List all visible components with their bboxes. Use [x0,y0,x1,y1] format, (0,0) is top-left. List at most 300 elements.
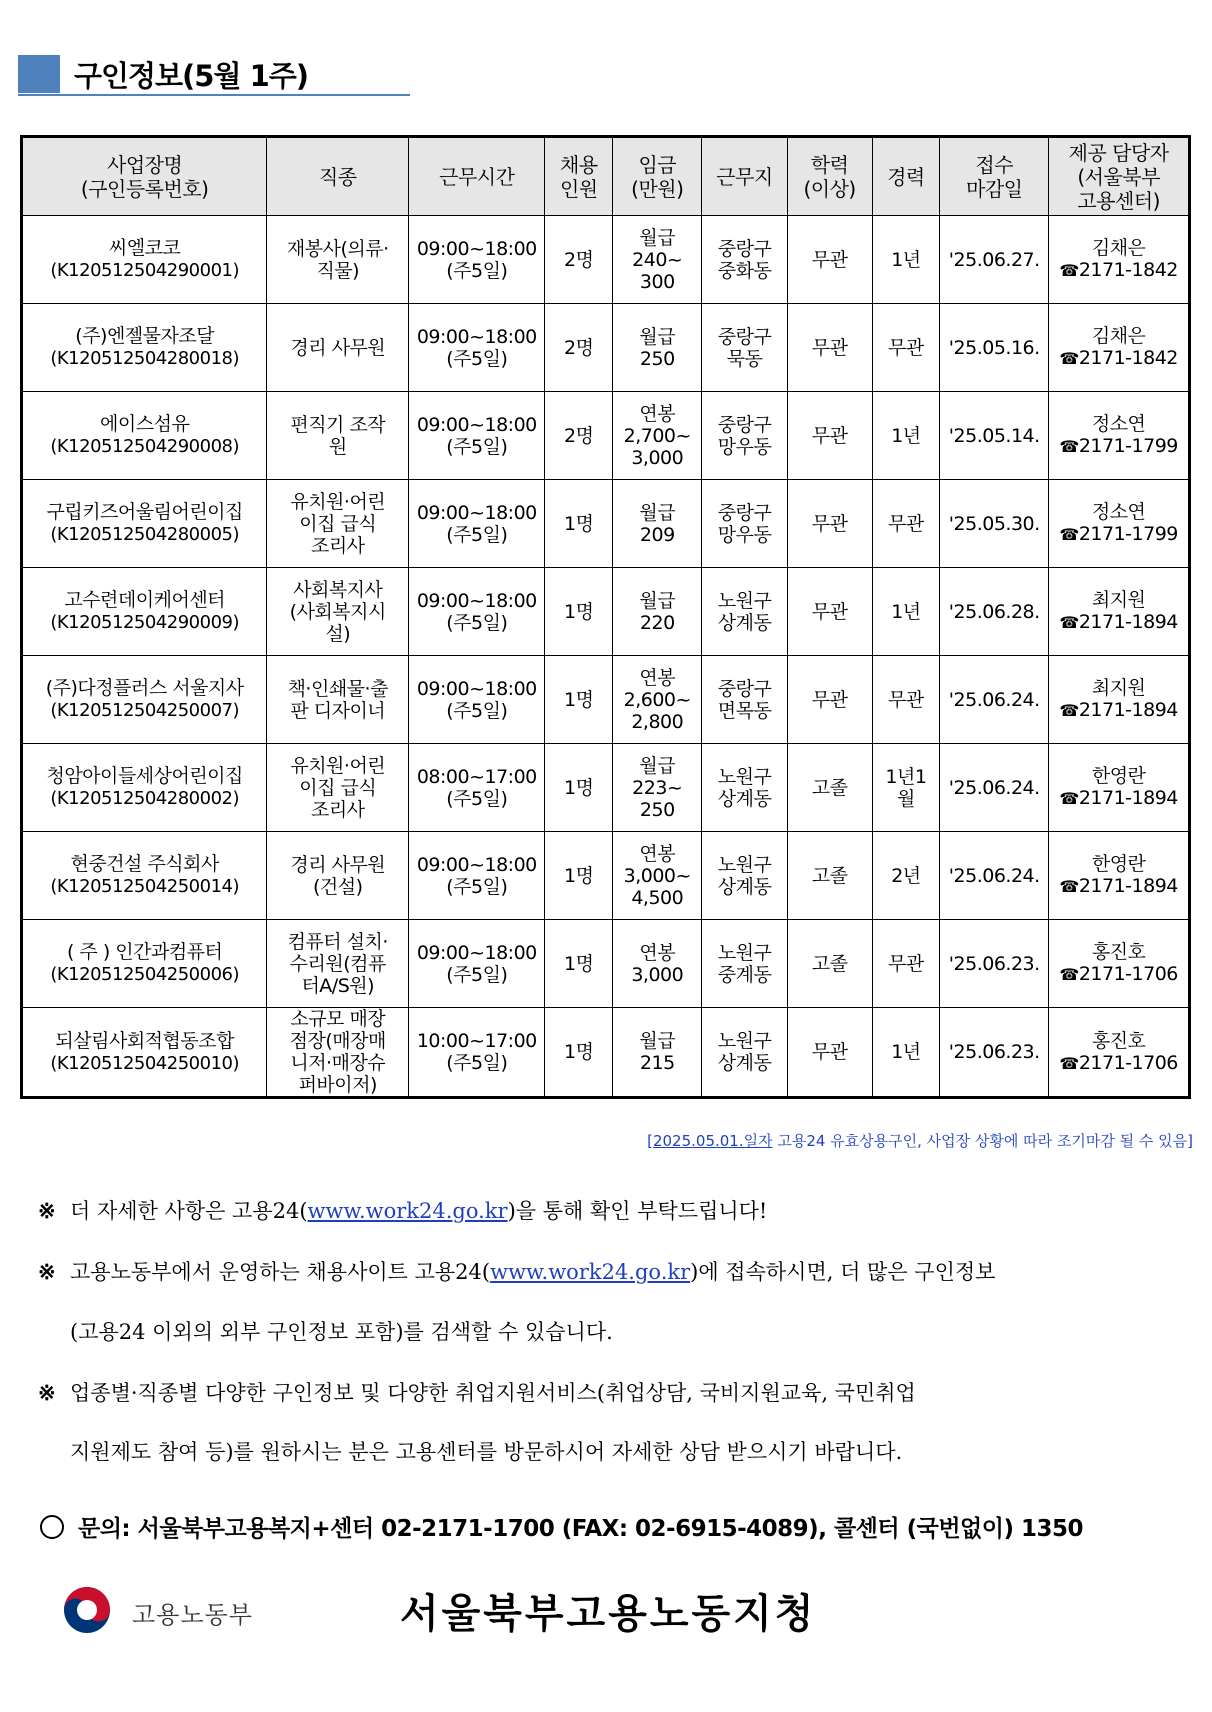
cell-line: 1년 [891,600,921,623]
deadline-cell [940,304,1049,392]
phone-number: 2171-1894 [1078,787,1178,809]
cell-line: 조리사 [310,534,365,557]
table-header-row [22,137,1190,216]
company-cell [22,480,267,568]
career-cell [872,568,940,656]
phone-number: 2171-1894 [1078,875,1178,897]
work-days: (주5일) [446,699,508,722]
work-days: (주5일) [446,611,508,634]
cell-line: 월급 [639,501,676,524]
cell-line: 수리원(컴퓨 [289,952,386,975]
career-cell [872,1008,940,1098]
company-name: 현중건설 주식회사 [70,853,219,875]
wage-cell [613,1008,702,1098]
phone-number: 2171-1706 [1078,1051,1178,1074]
cell-line: 250 [639,798,675,821]
footnote-date: [2025.05.01.일자 [647,1132,773,1150]
company-cell [22,1008,267,1098]
manager-cell [1049,216,1190,304]
cell-line: 중랑구 [717,325,772,348]
place-cell [702,568,787,656]
column-header-line: (서울북부 [1077,164,1160,189]
cell-line: 직물) [316,259,360,282]
column-header [545,137,613,216]
column-header [22,137,267,216]
company-name: ( 주 ) 인간과컴퓨터 [66,941,223,963]
column-header [872,137,940,216]
wage-cell [613,392,702,480]
deadline: '25.05.16. [948,336,1040,359]
manager-name: 홍진호 [1091,1029,1146,1052]
column-header [613,137,702,216]
wage-cell [613,480,702,568]
manager-name: 정소연 [1091,413,1146,435]
cell-line: 무관 [888,688,924,711]
cell-line: 경리 사무원 [290,336,386,359]
education: 무관 [811,600,848,623]
deadline-cell [940,744,1049,832]
company-cell [22,568,267,656]
cell-line: 퍼바이저) [298,1074,377,1096]
education-cell [787,216,872,304]
career-cell [872,832,940,920]
work-days: (주5일) [446,875,508,898]
cell-line: 1년 [891,424,921,447]
footnote-text: 고용24 유효상용구인, 사업장 상황에 따라 조기마감 될 수 있음] [777,1132,1193,1150]
cell-line: 4,500 [631,886,684,909]
phone-icon: ☎ [1059,965,1079,984]
education: 무관 [811,688,848,711]
hours-cell [409,304,545,392]
cell-line: 300 [639,270,675,293]
cell-line: 250 [639,347,675,370]
deadline-cell [940,656,1049,744]
education-cell [787,656,872,744]
cell-line: 월급 [639,1030,676,1052]
deadline: '25.06.28. [948,600,1040,623]
count-cell [545,920,613,1008]
cell-line: 월급 [639,589,676,612]
education-cell [787,480,872,568]
cell-line: 노원구 [717,765,772,788]
job-cell [267,920,409,1008]
work-days: (주5일) [446,435,508,458]
title-underline [18,94,410,96]
column-header-line: 고용센터) [1077,188,1160,213]
phone-icon: ☎ [1059,525,1079,544]
count-cell [545,832,613,920]
phone-number: 2171-1799 [1078,435,1178,457]
manager-cell [1049,1008,1190,1098]
work-hours: 09:00~18:00 [416,501,537,524]
work-hours: 09:00~18:00 [416,941,537,964]
work-days: (주5일) [446,259,508,282]
manager-name: 한영란 [1091,853,1146,875]
cell-line: 원 [328,435,347,458]
cell-line: 연봉 [639,666,676,689]
work-days: (주5일) [446,963,508,986]
hours-cell [409,392,545,480]
cell-line: 중랑구 [717,677,772,700]
hire-count: 1명 [564,952,594,975]
hours-cell [409,656,545,744]
work-hours: 08:00~17:00 [416,765,537,788]
deadline-cell [940,568,1049,656]
registration-number: (K120512504290008) [50,436,239,457]
registration-number: (K120512504290001) [50,260,239,281]
column-header [702,137,787,216]
cell-line: 월급 [639,325,676,348]
cell-line: 무관 [888,512,924,535]
column-header-line: 제공 담당자 [1068,140,1169,165]
manager-phone [1059,699,1178,721]
manager-cell [1049,744,1190,832]
table-row [22,216,1190,304]
wage-cell [613,656,702,744]
hire-count: 2명 [564,336,594,359]
phone-number: 2171-1894 [1078,699,1178,721]
phone-number: 2171-1842 [1078,347,1178,369]
table-row [22,304,1190,392]
column-header-line: 경력 [887,164,925,189]
place-cell [702,744,787,832]
place-cell [702,304,787,392]
phone-icon: ☎ [1059,437,1079,456]
deadline-cell [940,216,1049,304]
deadline: '25.05.30. [948,512,1040,535]
company-name: 구립키즈어울림어린이집 [46,501,243,523]
hire-count: 1명 [564,688,594,711]
column-header-line: 접수 [975,152,1014,177]
wage-cell [613,744,702,832]
wage-cell [613,920,702,1008]
taegeuk-logo-icon [62,1585,112,1635]
cell-line: 3,000~ [623,864,691,887]
count-cell [545,392,613,480]
career-cell [872,304,940,392]
cell-line: 220 [639,611,675,634]
place-cell [702,656,787,744]
cell-line: 유치원·어린 [290,754,386,777]
cell-line: 면목동 [717,699,772,722]
manager-cell [1049,392,1190,480]
column-header-line: 근무시간 [439,164,515,189]
page-title: 구인정보(5월 1주) [74,59,309,93]
cell-line: 편직기 조작 [290,413,386,436]
phone-icon: ☎ [1059,349,1079,368]
notice-1-text-a: 더 자세한 사항은 고용24( [70,1199,308,1223]
work-days: (주5일) [446,523,508,546]
cell-line: 연봉 [639,842,676,865]
manager-name: 정소연 [1091,501,1146,523]
cell-line: 무관 [888,952,924,975]
manager-name: 김채은 [1091,237,1146,259]
manager-name: 김채은 [1091,325,1146,347]
career-cell [872,480,940,568]
manager-cell [1049,920,1190,1008]
table-row [22,656,1190,744]
deadline: '25.06.27. [948,248,1040,271]
company-name: 에이스섬유 [100,413,190,435]
cell-line: 노원구 [717,941,772,964]
column-header [409,137,545,216]
phone-icon: ☎ [1059,261,1079,280]
manager-cell [1049,656,1190,744]
cell-line: 2년 [891,864,921,887]
cell-line: 판 디자이너 [290,699,386,722]
cell-line: 중랑구 [717,237,772,260]
place-cell [702,1008,787,1098]
cell-line: 상계동 [717,1052,772,1074]
registration-number: (K120512504250014) [50,876,239,897]
work-days: (주5일) [446,347,508,370]
manager-phone [1059,875,1178,897]
registration-number: (K120512504280018) [50,348,239,369]
phone-icon: ☎ [1059,701,1079,720]
column-header [940,137,1049,216]
place-cell [702,832,787,920]
column-header-line: (만원) [631,176,684,201]
hire-count: 1명 [564,600,594,623]
job-cell [267,1008,409,1098]
notice-2-text-b: )에 접속하시면, 더 많은 구인정보 [690,1260,996,1284]
company-cell [22,656,267,744]
education: 무관 [811,336,848,359]
cell-line: 월급 [639,754,676,777]
work24-link[interactable]: www.work24.go.kr [307,1199,508,1223]
cell-line: 노원구 [717,1030,772,1052]
company-name: 되살림사회적협동조합 [55,1029,234,1052]
hire-count: 1명 [564,1041,594,1063]
cell-line: 209 [639,523,675,546]
cell-line: 3,000 [631,963,684,986]
work-days: (주5일) [446,787,508,810]
education-cell [787,832,872,920]
notice-1 [38,1196,1198,1226]
manager-phone [1059,611,1178,633]
cell-line: 중랑구 [717,413,772,436]
job-cell [267,216,409,304]
cell-line: 215 [639,1052,675,1074]
title-accent-block [18,55,60,93]
education: 고졸 [811,776,848,799]
column-header-line: 마감일 [966,176,1023,201]
wage-cell [613,304,702,392]
manager-phone [1059,435,1178,457]
work-hours: 09:00~18:00 [416,237,537,260]
manager-name: 최지원 [1091,677,1146,699]
count-cell [545,216,613,304]
work-hours: 10:00~17:00 [416,1030,537,1052]
contact-line [40,1510,1205,1543]
cell-line: 재봉사(의류· [286,237,389,260]
deadline: '25.06.24. [948,688,1040,711]
job-cell [267,480,409,568]
deadline: '25.05.14. [948,424,1040,447]
deadline-cell [940,832,1049,920]
manager-name: 한영란 [1091,765,1146,787]
ministry-name: 고용노동부 [132,1601,253,1629]
cell-line: 중계동 [717,963,772,986]
notice-2 [38,1257,1198,1287]
work-hours: 09:00~18:00 [416,677,537,700]
count-cell [545,480,613,568]
career-cell [872,920,940,1008]
manager-name: 최지원 [1091,589,1146,611]
column-header-line: 인원 [559,176,598,201]
column-header-line: 근무지 [716,164,773,189]
job-cell [267,304,409,392]
cell-line: 노원구 [717,853,772,876]
registration-number: (K120512504280002) [50,788,239,809]
registration-number: (K120512504250007) [50,700,239,721]
job-cell [267,656,409,744]
career-cell [872,744,940,832]
career-cell [872,392,940,480]
manager-phone [1059,259,1178,281]
manager-cell [1049,832,1190,920]
cell-line: 점장(매장매 [289,1030,386,1052]
deadline: '25.06.23. [948,1041,1040,1063]
career-cell [872,656,940,744]
notice-3-text-a: 업종별·직종별 다양한 구인정보 및 다양한 취업지원서비스(취업상담, 국비지원교육, 국민취업 [70,1381,916,1405]
registration-number: (K120512504250006) [50,964,239,985]
cell-line: 3,000 [631,446,684,469]
cell-line: 묵동 [726,347,763,370]
count-cell [545,568,613,656]
education-cell [787,920,872,1008]
column-header-line: 학력 [810,152,849,177]
count-cell [545,656,613,744]
table-row [22,744,1190,832]
phone-number: 2171-1706 [1078,963,1178,985]
cell-line: 2,800 [631,710,684,733]
work24-link[interactable]: www.work24.go.kr [490,1260,691,1284]
phone-icon: ☎ [1059,613,1079,632]
company-name: 씨엘코코 [108,237,181,259]
cell-line: 이집 급식 [299,776,377,799]
count-cell [545,744,613,832]
cell-line: 월급 [639,226,676,249]
cell-line: 조리사 [310,798,365,821]
table-footnote [0,1130,1193,1151]
education: 고졸 [811,864,848,887]
cell-line: 터A/S원) [301,974,375,997]
hours-cell [409,1008,545,1098]
cell-line: 경리 사무원 [290,853,386,876]
column-header-line: 직종 [318,164,357,189]
cell-line: 2,600~ [623,688,691,711]
education: 무관 [811,424,848,447]
hours-cell [409,568,545,656]
notice-mark: ※ [38,1259,56,1284]
wage-cell [613,568,702,656]
notice-2-continued: (고용24 이외의 외부 구인정보 포함)를 검색할 수 있습니다. [70,1320,613,1344]
contact-text: 문의: 서울북부고용복지+센터 02-2171-1700 (FAX: 02-6915-4089), 콜센터 (국번없이) 1350 [78,1516,1084,1542]
table-row [22,1008,1190,1098]
cell-line: 니저·매장슈 [290,1052,386,1074]
company-cell [22,304,267,392]
phone-icon: ☎ [1059,877,1079,896]
column-header-line: 채용 [559,152,598,177]
cell-line: 중랑구 [717,501,772,524]
cell-line: 사회복지사 [293,578,383,601]
cell-line: 상계동 [717,787,772,810]
career-cell [872,216,940,304]
manager-name: 홍진호 [1091,941,1146,963]
cell-line: 1년1 [885,765,927,788]
deadline-cell [940,1008,1049,1098]
count-cell [545,1008,613,1098]
hours-cell [409,744,545,832]
manager-phone [1059,963,1178,985]
company-cell [22,744,267,832]
table-row [22,392,1190,480]
company-cell [22,832,267,920]
cell-line: 월 [896,787,915,810]
hours-cell [409,216,545,304]
company-name: (주)엔젤물자조달 [75,325,215,347]
wage-cell [613,832,702,920]
column-header-line: (이상) [803,176,856,201]
manager-cell [1049,480,1190,568]
table-row [22,920,1190,1008]
job-cell [267,392,409,480]
education: 무관 [811,248,848,271]
education-cell [787,304,872,392]
phone-icon: ☎ [1059,789,1079,808]
registration-number: (K120512504280005) [50,524,239,545]
cell-line: 컴퓨터 설치· [287,930,388,953]
job-cell [267,568,409,656]
cell-line: (사회복지시 [289,600,386,623]
job-table [20,135,1191,1099]
manager-phone [1059,787,1178,809]
hire-count: 1명 [564,776,594,799]
hire-count: 2명 [564,424,594,447]
cell-line: 상계동 [717,611,772,634]
manager-phone [1059,347,1178,369]
work-hours: 09:00~18:00 [416,325,537,348]
cell-line: 망우동 [717,523,772,546]
cell-line: 무관 [888,336,924,359]
cell-line: 223~ [632,776,683,799]
cell-line: 1년 [891,1041,921,1063]
table-row [22,832,1190,920]
work-hours: 09:00~18:00 [416,413,537,436]
count-cell [545,304,613,392]
cell-line: (건설) [312,875,363,898]
company-cell [22,392,267,480]
cell-line: 1년 [891,248,921,271]
cell-line: 연봉 [639,402,676,425]
office-name: 서울북부고용노동지청 [400,1591,817,1637]
deadline: '25.06.24. [948,864,1040,887]
company-cell [22,920,267,1008]
education-cell [787,744,872,832]
cell-line: 망우동 [717,435,772,458]
cell-line: 책·인쇄물·출 [287,677,388,700]
cell-line: 2,700~ [623,424,691,447]
deadline-cell [940,920,1049,1008]
notice-mark: ※ [38,1198,56,1223]
company-name: (주)다정플러스 서울지사 [45,677,244,699]
hours-cell [409,832,545,920]
place-cell [702,480,787,568]
deadline: '25.06.24. [948,776,1040,799]
cell-line: 상계동 [717,875,772,898]
cell-line: 노원구 [717,589,772,612]
